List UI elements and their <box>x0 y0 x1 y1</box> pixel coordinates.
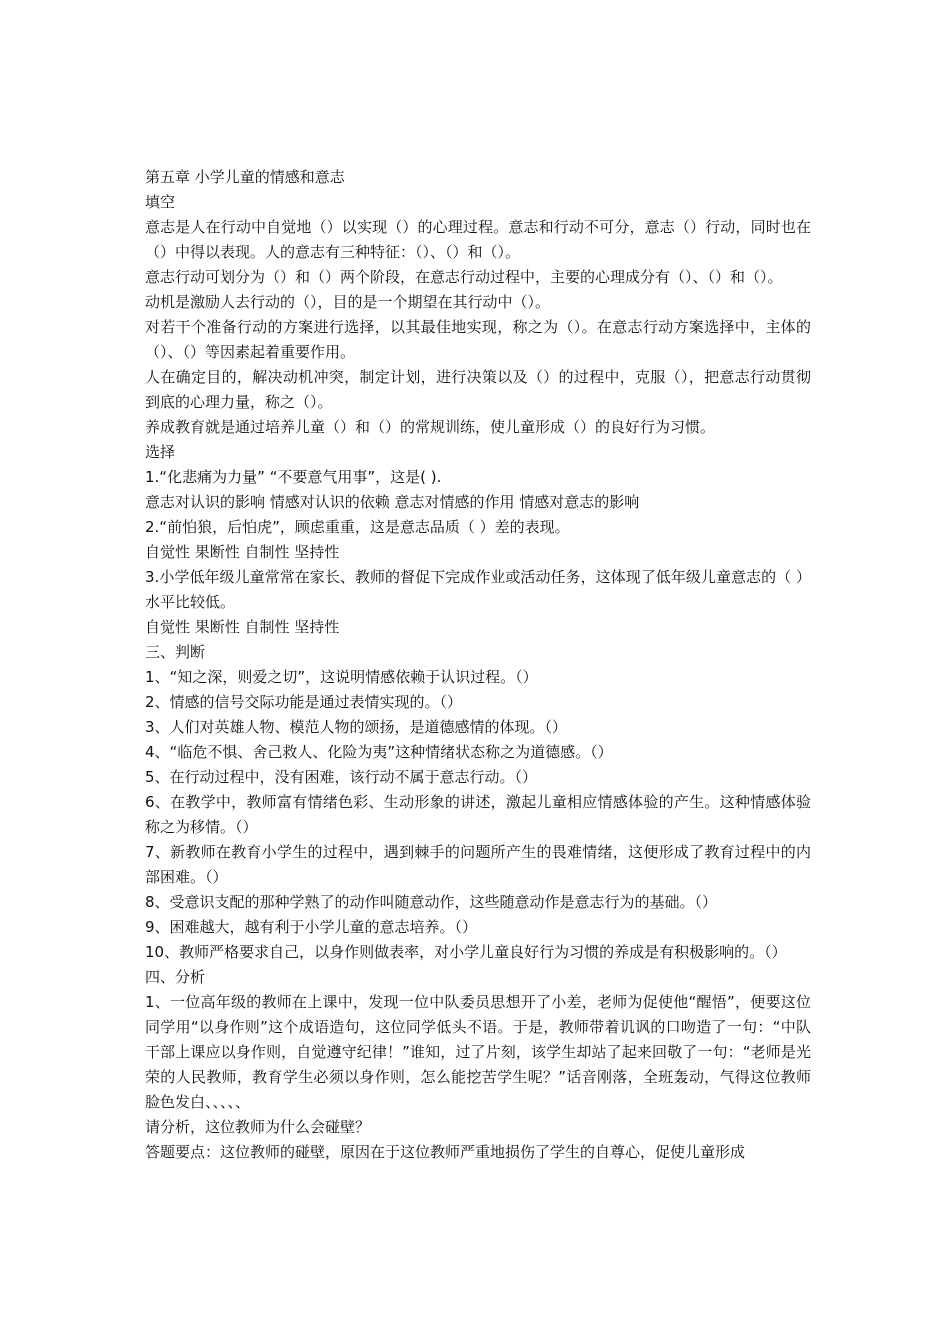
judge-item: 5、在行动过程中，没有困难，该行动不属于意志行动。（） <box>145 768 538 786</box>
choice-question: 1.“化悲痛为力量” “不要意气用事”，这是( ). <box>145 468 442 486</box>
fill-item: 人在确定目的，解决动机冲突，制定计划，进行决策以及（）的过程中，克服（），把意志行动贯彻到底的心理力量，称之（）。 <box>145 368 811 411</box>
judge-item: 9、困难越大，越有利于小学儿童的意志培养。（） <box>145 918 478 936</box>
judge-item: 1、“知之深，则爱之切”，这说明情感依赖于认识过程。（） <box>145 668 538 686</box>
judge-item: 7、新教师在教育小学生的过程中，遇到棘手的问题所产生的畏难情绪，这便形成了教育过程中的内部困难。（） <box>145 843 811 886</box>
analysis-answer: 答题要点：这位教师的碰壁，原因在于这位教师严重地损伤了学生的自尊心，促使儿童形成 <box>145 1143 746 1161</box>
judge-item: 3、人们对英雄人物、模范人物的颂扬，是道德感情的体现。（） <box>145 718 568 736</box>
judge-item: 10、教师严格要求自己，以身作则做表率，对小学儿童良好行为习惯的养成是有积极影响的。（） <box>145 943 787 961</box>
choice-question: 3.小学低年级儿童常常在家长、教师的督促下完成作业或活动任务，这体现了低年级儿童意志的（ ）水平比较低。 <box>145 568 811 611</box>
section-heading-fill: 填空 <box>145 193 176 211</box>
judge-item: 6、在教学中，教师富有情绪色彩、生动形象的讲述，激起儿童相应情感体验的产生。这种情感体验称之为移情。（） <box>145 793 811 836</box>
choice-options: 意志对认识的影响 情感对认识的依赖 意志对情感的作用 情感对意志的影响 <box>145 493 640 511</box>
choice-question: 2.“前怕狼，后怕虎”，顾虑重重，这是意志品质（ ）差的表现。 <box>145 518 570 536</box>
fill-item: 意志行动可划分为（）和（）两个阶段，在意志行动过程中，主要的心理成分有（）、（）和（）。 <box>145 268 783 286</box>
judge-item: 2、情感的信号交际功能是通过表情实现的。（） <box>145 693 463 711</box>
section-heading-judge: 三、判断 <box>145 643 206 661</box>
analysis-case: 1、一位高年级的教师在上课中，发现一位中队委员思想开了小差，老师为促使他“醒悟”，便要这位同学用“以身作则”这个成语造句，这位同学低头不语。于是，教师带着讥讽的口吻造了一句：“中队干部上课应以身作则，自觉遵守纪律！”谁知，过了片刻，该学生却站了起来回敬了一句：“老师是光荣的人民教师，教育学生必须以身作则，怎么能挖苦学生呢？”话音刚落，全班轰动，气得这位教师脸色发白、、、、、 <box>145 993 811 1111</box>
chapter-title: 第五章 小学儿童的情感和意志 <box>145 168 345 186</box>
fill-item: 动机是激励人去行动的（），目的是一个期望在其行动中（）。 <box>145 293 551 311</box>
judge-item: 4、“临危不惧、舍己救人、化险为夷”这种情绪状态称之为道德感。（） <box>145 743 613 761</box>
analysis-question: 请分析，这位教师为什么会碰壁？ <box>145 1118 371 1136</box>
section-heading-choice: 选择 <box>145 443 176 461</box>
fill-item: 意志是人在行动中自觉地（）以实现（）的心理过程。意志和行动不可分，意志（）行动，同时也在（）中得以表现。人的意志有三种特征：（）、（）和（）。 <box>145 218 811 261</box>
section-heading-analysis: 四、分析 <box>145 968 206 986</box>
judge-item: 8、受意识支配的那种学熟了的动作叫随意动作，这些随意动作是意志行为的基础。（） <box>145 893 718 911</box>
document-body <box>145 165 811 1165</box>
fill-item: 对若干个准备行动的方案进行选择，以其最佳地实现，称之为（）。在意志行动方案选择中，主体的（）、（）等因素起着重要作用。 <box>145 318 811 361</box>
fill-item: 养成教育就是通过培养儿童（）和（）的常规训练，使儿童形成（）的良好行为习惯。 <box>145 418 716 436</box>
choice-options: 自觉性 果断性 自制性 坚持性 <box>145 618 340 636</box>
choice-options: 自觉性 果断性 自制性 坚持性 <box>145 543 340 561</box>
